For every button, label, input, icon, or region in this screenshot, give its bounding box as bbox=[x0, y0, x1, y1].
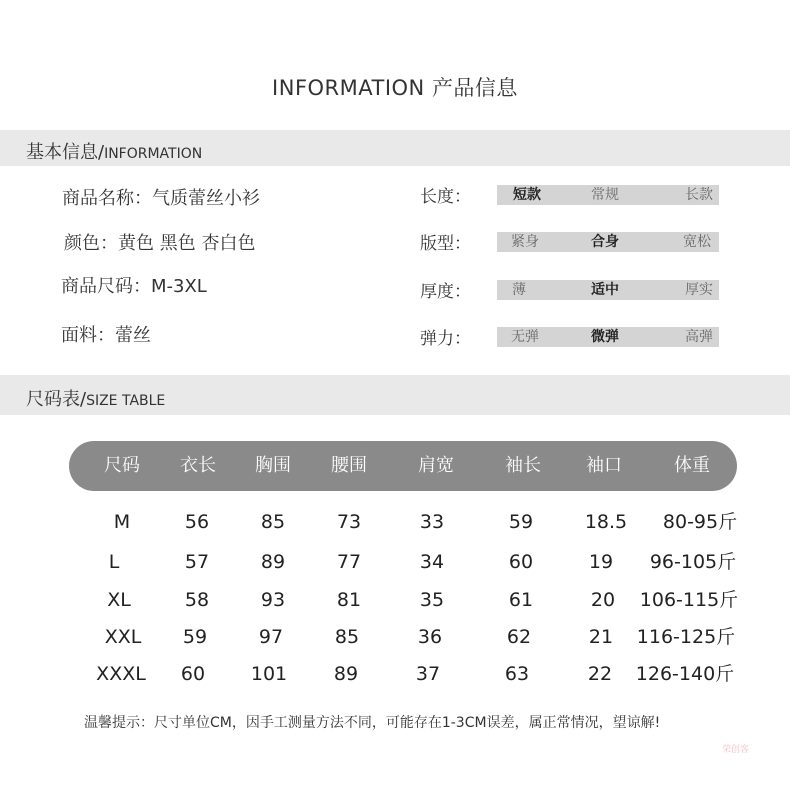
product-color: 颜色：黄色 黑色 杏白色 bbox=[64, 233, 256, 254]
size-table-label: 尺码表/ bbox=[26, 389, 87, 410]
table-cell: 106-115斤 bbox=[639, 589, 739, 611]
table-cell: 85 bbox=[260, 511, 286, 533]
table-cell: 81 bbox=[336, 589, 362, 611]
table-cell: 36 bbox=[417, 626, 443, 648]
table-cell: 33 bbox=[419, 511, 445, 533]
table-cell: 59 bbox=[182, 626, 208, 648]
attr-thickness-options bbox=[497, 280, 719, 300]
table-row bbox=[0, 507, 790, 537]
col-header: 衣长 bbox=[180, 455, 216, 476]
table-cell: 80-95斤 bbox=[662, 511, 738, 533]
size-table-band bbox=[0, 375, 790, 415]
basic-info-heading bbox=[26, 138, 202, 164]
table-row bbox=[0, 547, 790, 577]
attr-fit-options bbox=[497, 232, 719, 252]
attr-thickness-option-1: 适中 bbox=[591, 282, 619, 298]
table-cell: 89 bbox=[333, 663, 359, 685]
table-cell: 126-140斤 bbox=[635, 663, 735, 685]
basic-info-label: 基本信息/ bbox=[26, 142, 105, 163]
table-cell: 61 bbox=[508, 589, 534, 611]
table-row bbox=[0, 622, 790, 652]
size-table-header bbox=[69, 441, 737, 491]
product-size: 商品尺码：M-3XL bbox=[61, 276, 207, 297]
table-cell: 19 bbox=[588, 551, 614, 573]
col-header: 体重 bbox=[674, 455, 710, 476]
watermark: 荣创客 bbox=[722, 745, 750, 755]
attr-elasticity-option-0: 无弹 bbox=[511, 329, 539, 345]
basic-info-sub: INFORMATION bbox=[104, 146, 203, 162]
attr-length-label: 长度： bbox=[420, 187, 471, 207]
table-cell: 93 bbox=[260, 589, 286, 611]
attr-elasticity-options bbox=[497, 327, 719, 347]
table-cell: 62 bbox=[506, 626, 532, 648]
table-cell: XXL bbox=[104, 626, 142, 648]
table-cell: 73 bbox=[336, 511, 362, 533]
attr-elasticity-option-2: 高弹 bbox=[685, 329, 713, 345]
sizing-note: 温馨提示：尺寸单位CM，因手工测量方法不同，可能存在1-3CM误差，属正常情况，望谅解! bbox=[84, 715, 661, 731]
table-cell: 21 bbox=[588, 626, 614, 648]
table-cell: 96-105斤 bbox=[649, 551, 737, 573]
table-row bbox=[0, 585, 790, 615]
table-cell: 57 bbox=[184, 551, 210, 573]
table-cell: 60 bbox=[180, 663, 206, 685]
attr-elasticity-option-1: 微弹 bbox=[591, 329, 619, 345]
table-cell: 37 bbox=[415, 663, 441, 685]
table-cell: XXXL bbox=[96, 663, 146, 685]
table-cell: M bbox=[113, 511, 131, 533]
product-name: 商品名称：气质蕾丝小衫 bbox=[62, 188, 260, 209]
table-cell: L bbox=[108, 551, 120, 573]
col-header: 袖口 bbox=[586, 455, 622, 476]
table-cell: 85 bbox=[334, 626, 360, 648]
table-cell: 35 bbox=[419, 589, 445, 611]
size-table-heading bbox=[26, 385, 165, 411]
attr-thickness-option-2: 厚实 bbox=[685, 282, 713, 298]
table-cell: 101 bbox=[250, 663, 288, 685]
table-cell: 22 bbox=[587, 663, 613, 685]
table-cell: 56 bbox=[184, 511, 210, 533]
attr-fit-option-2: 宽松 bbox=[683, 234, 711, 250]
table-cell: 116-125斤 bbox=[636, 626, 736, 648]
attr-fit-option-0: 紧身 bbox=[511, 234, 539, 250]
col-header: 袖长 bbox=[505, 455, 541, 476]
attr-fit-label: 版型： bbox=[420, 234, 471, 254]
size-table-sub: SIZE TABLE bbox=[86, 393, 166, 409]
product-fabric: 面料：蕾丝 bbox=[61, 325, 151, 346]
table-cell: 34 bbox=[419, 551, 445, 573]
table-cell: 20 bbox=[590, 589, 616, 611]
attr-length-option-2: 长款 bbox=[685, 187, 713, 203]
col-header: 胸围 bbox=[255, 455, 291, 476]
attr-length-options bbox=[497, 185, 719, 205]
table-cell: 58 bbox=[184, 589, 210, 611]
table-cell: 97 bbox=[258, 626, 284, 648]
table-row bbox=[0, 659, 790, 689]
table-cell: XL bbox=[107, 589, 131, 611]
col-header: 尺码 bbox=[104, 455, 140, 476]
col-header: 肩宽 bbox=[418, 455, 454, 476]
table-cell: 77 bbox=[336, 551, 362, 573]
attr-thickness-option-0: 薄 bbox=[512, 282, 526, 298]
table-cell: 60 bbox=[508, 551, 534, 573]
col-header: 腰围 bbox=[331, 455, 367, 476]
basic-info-band bbox=[0, 130, 790, 166]
attr-fit-option-1: 合身 bbox=[591, 234, 619, 250]
table-cell: 18.5 bbox=[584, 511, 628, 533]
attr-elasticity-label: 弹力： bbox=[420, 329, 471, 349]
attr-thickness-label: 厚度： bbox=[420, 282, 471, 302]
table-cell: 63 bbox=[504, 663, 530, 685]
attr-length-option-0: 短款 bbox=[513, 187, 541, 203]
table-cell: 89 bbox=[260, 551, 286, 573]
page-title: INFORMATION 产品信息 bbox=[272, 76, 518, 100]
table-cell: 59 bbox=[508, 511, 534, 533]
attr-length-option-1: 常规 bbox=[591, 187, 619, 203]
